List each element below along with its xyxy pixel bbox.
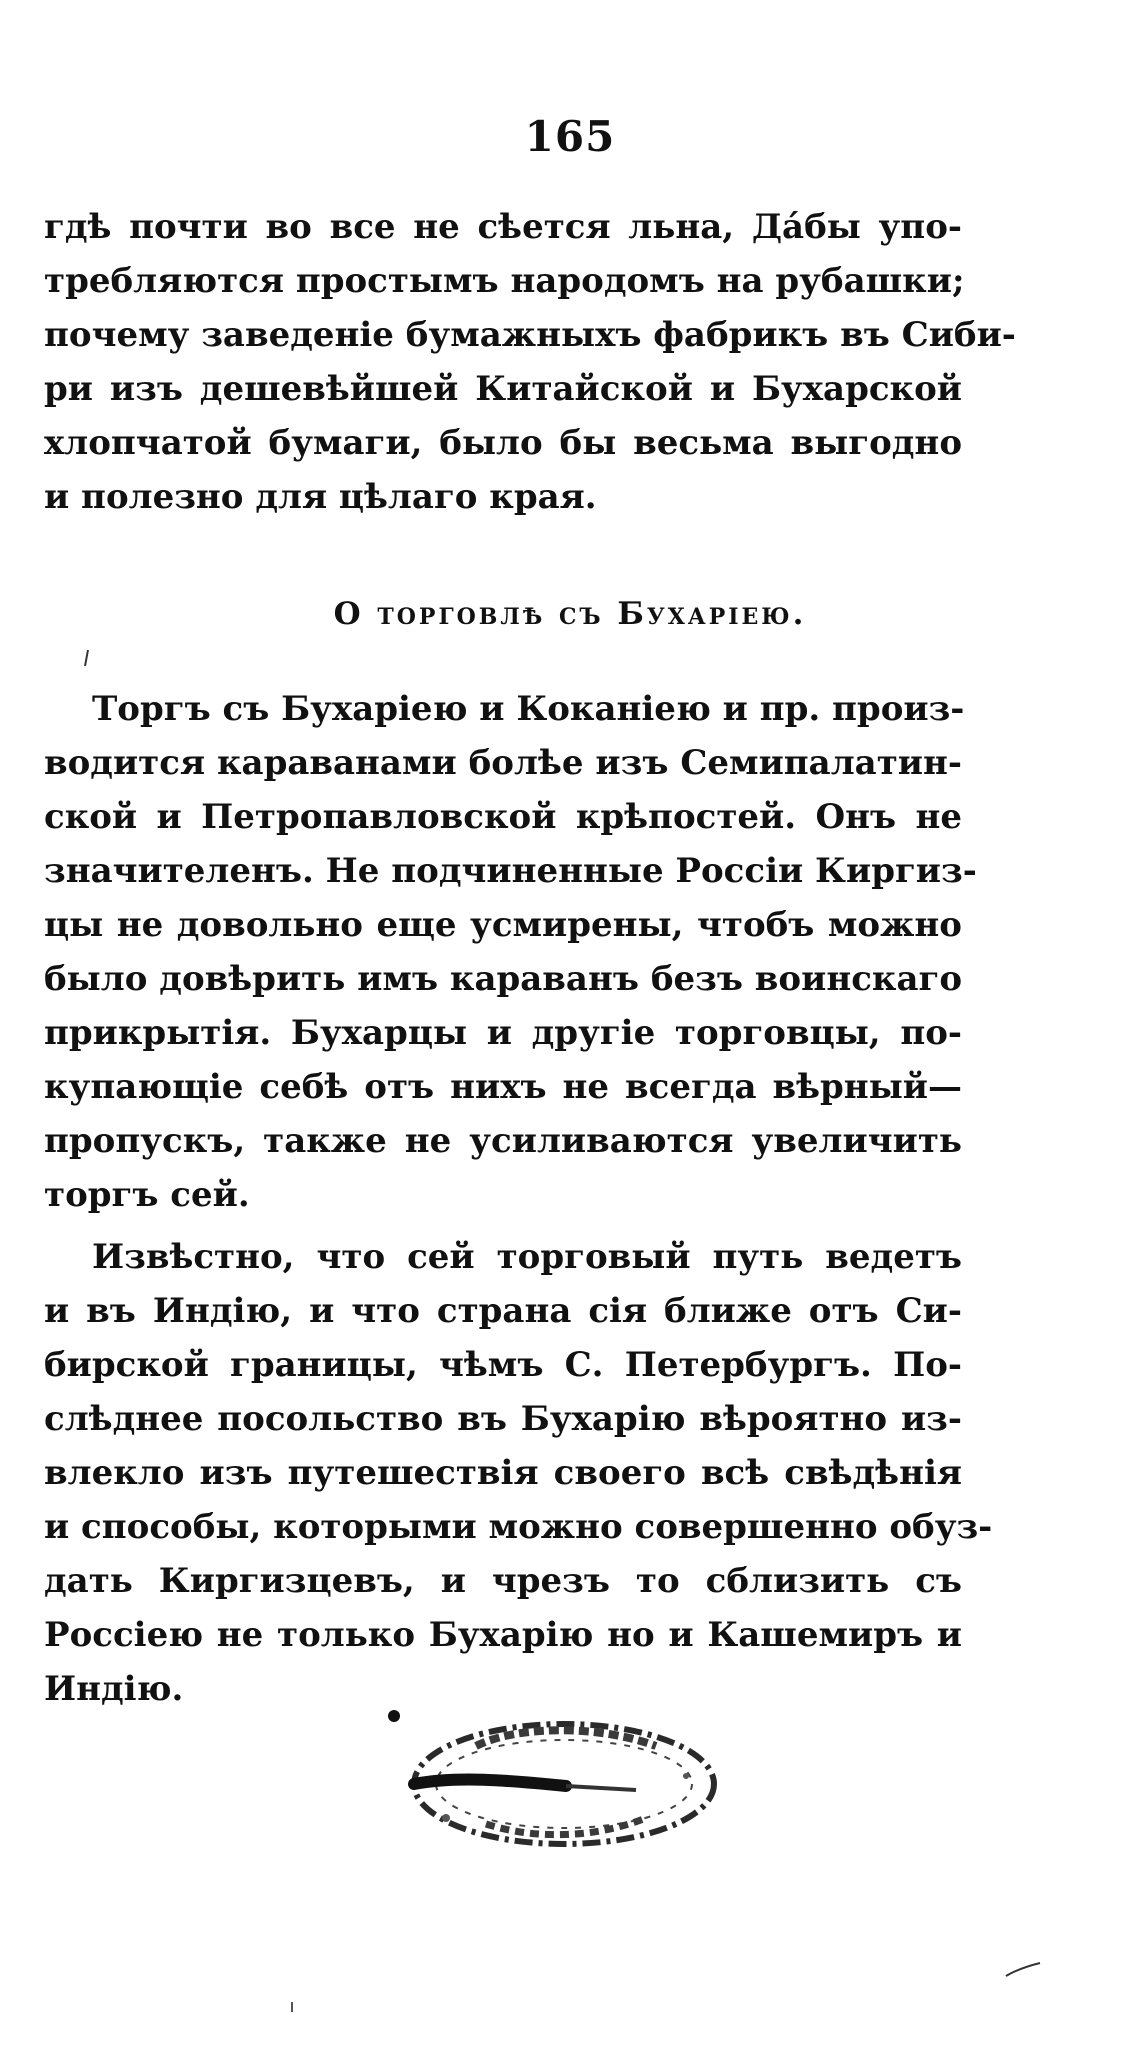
library-stamp-icon <box>386 1706 736 1856</box>
text-line: было довѣрить имъ караванъ безъ воинскаго <box>44 959 962 999</box>
text-line: почему заведеніе бумажныхъ фабрикъ въ Сиби- <box>44 315 1016 355</box>
text-line: требляются простымъ народомъ на рубашки; <box>44 261 965 301</box>
text-line: гдѣ почти во все не сѣется льна, Дáбы упо- <box>44 207 962 247</box>
text-line: и способы, которыми можно совершенно обуз- <box>44 1507 993 1547</box>
text-line: и полезно для цѣлаго края. <box>44 477 597 517</box>
print-speck-icon <box>288 2000 296 2014</box>
text-line: Извѣстно, что сей торговый путь ведетъ <box>92 1237 962 1277</box>
text-line: Россіею не только Бухарію но и Кашемиръ и <box>44 1615 962 1655</box>
text-line: Индію. <box>44 1669 184 1709</box>
print-speck-icon <box>82 648 92 670</box>
text-line: слѣднее посольство въ Бухарію вѣроятно из- <box>44 1399 962 1439</box>
text-line: купающіе себѣ отъ нихъ не всегда вѣрный— <box>44 1067 962 1107</box>
text-line: водится караванами болѣе изъ Семипалатин- <box>44 743 962 783</box>
text-line: прикрытія. Бухарцы и другіе торговцы, по- <box>44 1013 962 1053</box>
page-number: 165 <box>524 112 616 161</box>
text-line: хлопчатой бумаги, было бы весьма выгодно <box>44 423 962 463</box>
text-line: и въ Индію, и что страна сія ближе отъ Си- <box>44 1291 962 1331</box>
section-heading: О торговлѣ съ Бухаріею. <box>333 596 807 632</box>
text-line: Торгъ съ Бухаріею и Коканіею и пр. произ- <box>92 689 965 729</box>
text-line: значителенъ. Не подчиненные Россіи Киргиз- <box>44 851 977 891</box>
text-line: ской и Петропавловской крѣпостей. Онъ не <box>44 797 962 837</box>
print-speck-icon <box>1004 1960 1044 1980</box>
text-line: цы не довольно еще усмирены, чтобъ можно <box>44 905 962 945</box>
text-line: бирской границы, чѣмъ С. Петербургъ. По- <box>44 1345 962 1385</box>
text-line: пропускъ, также не усиливаются увеличить <box>44 1121 962 1161</box>
text-line: ри изъ дешевѣйшей Китайской и Бухарской <box>44 369 962 409</box>
text-line: дать Киргизцевъ, и чрезъ то сблизить съ <box>44 1561 962 1601</box>
text-line: торгъ сей. <box>44 1175 250 1215</box>
text-line: влекло изъ путешествія своего всѣ свѣдѣнія <box>44 1453 962 1493</box>
